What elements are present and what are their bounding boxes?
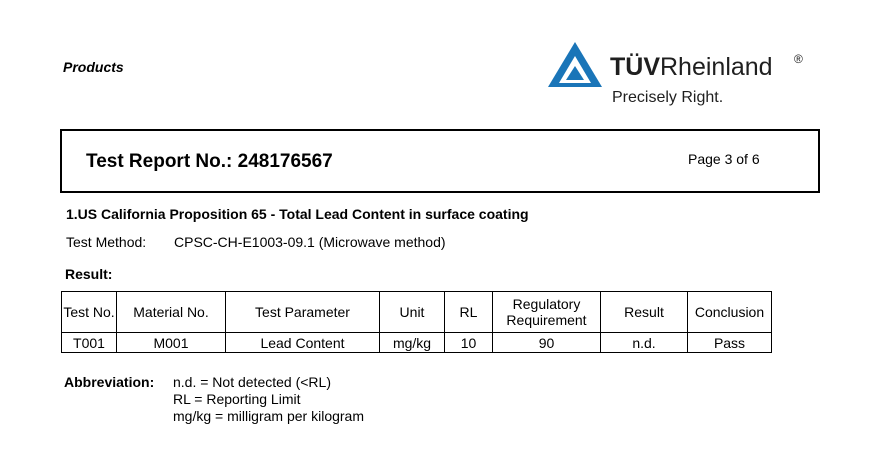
column-header: Conclusion — [688, 292, 772, 333]
column-header: Result — [601, 292, 688, 333]
table-cell: 10 — [445, 333, 493, 353]
report-title: Test Report No.: 248176567 — [86, 151, 333, 172]
section-label-products: Products — [63, 59, 124, 75]
table-cell: Lead Content — [226, 333, 380, 353]
table-cell: T001 — [62, 333, 117, 353]
table-header-row — [62, 292, 772, 333]
abbreviation-label: Abbreviation: — [64, 374, 155, 390]
logo-brand-regular: Rheinland — [660, 53, 773, 81]
result-label: Result: — [65, 266, 113, 282]
logo-wordmark — [610, 52, 773, 82]
table-cell: M001 — [117, 333, 226, 353]
column-header: Regulatory Requirement — [493, 292, 601, 333]
tuv-rheinland-logo — [546, 40, 816, 110]
logo-tagline: Precisely Right. — [612, 89, 724, 106]
table-cell: mg/kg — [380, 333, 445, 353]
abbreviation-item: n.d. = Not detected (<RL) — [173, 374, 331, 390]
column-header: RL — [445, 292, 493, 333]
report-header-box — [60, 129, 820, 193]
section-title: 1.US California Proposition 65 - Total Lead Content in surface coating — [66, 206, 529, 222]
column-header: Unit — [380, 292, 445, 333]
tuv-triangle-icon — [546, 40, 604, 90]
test-method-value: CPSC-CH-E1003-09.1 (Microwave method) — [174, 234, 446, 250]
test-method-label: Test Method: — [66, 234, 147, 250]
table-cell: n.d. — [601, 333, 688, 353]
column-header: Material No. — [117, 292, 226, 333]
logo-brand-bold: TÜV — [610, 53, 660, 81]
abbreviation-item: RL = Reporting Limit — [173, 391, 301, 407]
table-cell: 90 — [493, 333, 601, 353]
page-number: Page 3 of 6 — [688, 151, 760, 167]
abbreviation-item: mg/kg = milligram per kilogram — [173, 408, 364, 424]
column-header: Test No. — [62, 292, 117, 333]
table-row — [62, 333, 772, 353]
registered-mark: ® — [794, 52, 803, 66]
results-table — [61, 291, 772, 353]
column-header: Test Parameter — [226, 292, 380, 333]
table-cell: Pass — [688, 333, 772, 353]
